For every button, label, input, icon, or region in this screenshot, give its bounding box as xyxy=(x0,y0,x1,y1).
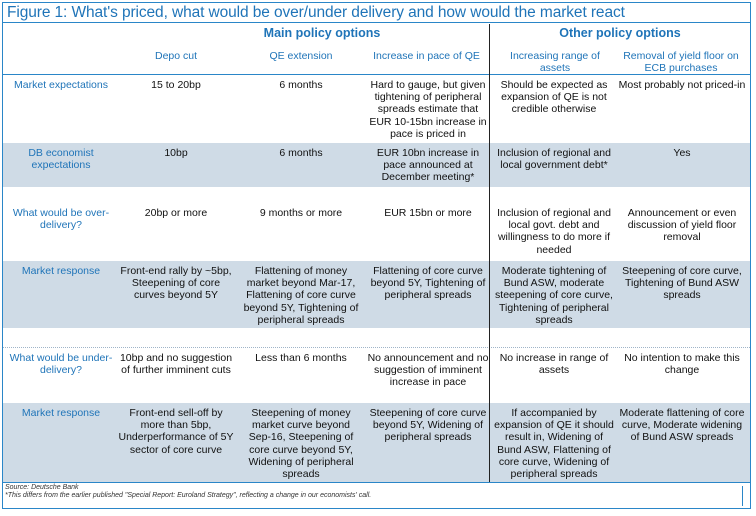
table-cell: Steepening of money market curve beyond Sep-16, Steepening of core curve beyond 5Y, Widening of peripheral spreads xyxy=(248,407,354,481)
table-cell: Flattening of core curve beyond 5Y, Tightening of peripheral spreads xyxy=(370,265,486,302)
col-header-qe-extension: QE extension xyxy=(269,50,333,62)
table-cell: Most probably not priced-in xyxy=(618,79,746,91)
table-cell: No intention to make this change xyxy=(624,352,740,377)
table-cell: Front-end rally by ~5bp, Steepening of core curves beyond 5Y xyxy=(120,265,232,302)
group-other-policy: Other policy options xyxy=(559,26,681,40)
frame-corner-mark xyxy=(742,486,749,506)
title-divider xyxy=(3,22,750,23)
table-cell: No announcement and no suggestion of imminent increase in pace xyxy=(367,352,489,389)
row-label: DB economist expectations xyxy=(28,147,94,172)
row-label: Market response xyxy=(21,265,101,277)
col-header-range-assets: Increasing range of assets xyxy=(510,50,600,74)
row-label: What would be under-delivery? xyxy=(9,352,113,377)
table-cell: Announcement or even discussion of yield floor removal xyxy=(627,207,737,244)
table-cell: Steepening of core curve beyond 5Y, Widening of peripheral spreads xyxy=(369,407,487,444)
table-cell: Should be expected as expansion of QE is not credible otherwise xyxy=(500,79,608,116)
table-cell: Hard to gauge, but given tightening of peripheral spreads estimate that EUR 10-15bn increase in pace is priced in xyxy=(369,79,487,140)
footer-divider xyxy=(3,482,750,483)
table-cell: 20bp or more xyxy=(144,207,208,219)
table-cell: Moderate tightening of Bund ASW, moderate steepening of core curve, Tightening of peripheral spreads xyxy=(495,265,613,326)
row-label: What would be over-delivery? xyxy=(12,207,110,232)
table-cell: Moderate flattening of core curve, Moderate widening of Bund ASW spreads xyxy=(619,407,745,444)
table-cell: Front-end sell-off by more than 5bp, Underperformance of 5Y sector of core curve xyxy=(118,407,234,456)
group-main-policy: Main policy options xyxy=(263,26,381,40)
row-label: Market expectations xyxy=(14,79,108,91)
table-row xyxy=(3,261,750,328)
table-cell: 15 to 20bp xyxy=(151,79,201,91)
table-cell: Inclusion of regional and local government debt* xyxy=(497,147,611,172)
table-cell: 9 months or more xyxy=(259,207,343,219)
table-row xyxy=(3,403,750,482)
table-cell: No increase in range of assets xyxy=(499,352,609,377)
table-cell: EUR 10bn increase in pace announced at December meeting* xyxy=(376,147,480,184)
row-label: Market response xyxy=(21,407,101,419)
table-cell: 10bp xyxy=(164,147,188,159)
table-cell: Flattening of money market beyond Mar-17, Flattening of core curve beyond 5Y, Tightening of peripheral spreads xyxy=(243,265,359,326)
table-row xyxy=(3,203,750,259)
table-cell: If accompanied by expansion of QE it should result in, Widening of Bund ASW, Flattening of core curve, Widening of peripheral spreads xyxy=(494,407,614,481)
table-row xyxy=(3,143,750,187)
table-cell: Inclusion of regional and local govt. debt and willingness to do more if needed xyxy=(497,207,611,256)
footnote: *This differs from the earlier published "Special Report: Euroland Strategy", reflecting a change in our economists' call. xyxy=(5,492,372,499)
table-row xyxy=(3,75,750,143)
table-cell: Yes xyxy=(673,147,691,159)
col-header-qe-pace: Increase in pace of QE xyxy=(373,50,480,62)
table-cell: 10bp and no suggestion of further imminent cuts xyxy=(119,352,233,377)
table-cell: 6 months xyxy=(279,147,323,159)
table-cell: EUR 15bn or more xyxy=(384,207,472,219)
table-cell: 6 months xyxy=(279,79,323,91)
table-row xyxy=(3,347,750,402)
table-cell: Less than 6 months xyxy=(255,352,347,364)
col-header-depo-cut: Depo cut xyxy=(154,50,198,62)
main-other-divider xyxy=(489,24,490,482)
figure-title: Figure 1: What's priced, what would be over/under delivery and how would the market react xyxy=(7,4,625,21)
source-note: Source: Deutsche Bank xyxy=(5,484,79,491)
col-header-yield-floor: Removal of yield floor on ECB purchases xyxy=(623,50,739,74)
table-cell: Steepening of core curve, Tightening of Bund ASW spreads xyxy=(622,265,742,302)
